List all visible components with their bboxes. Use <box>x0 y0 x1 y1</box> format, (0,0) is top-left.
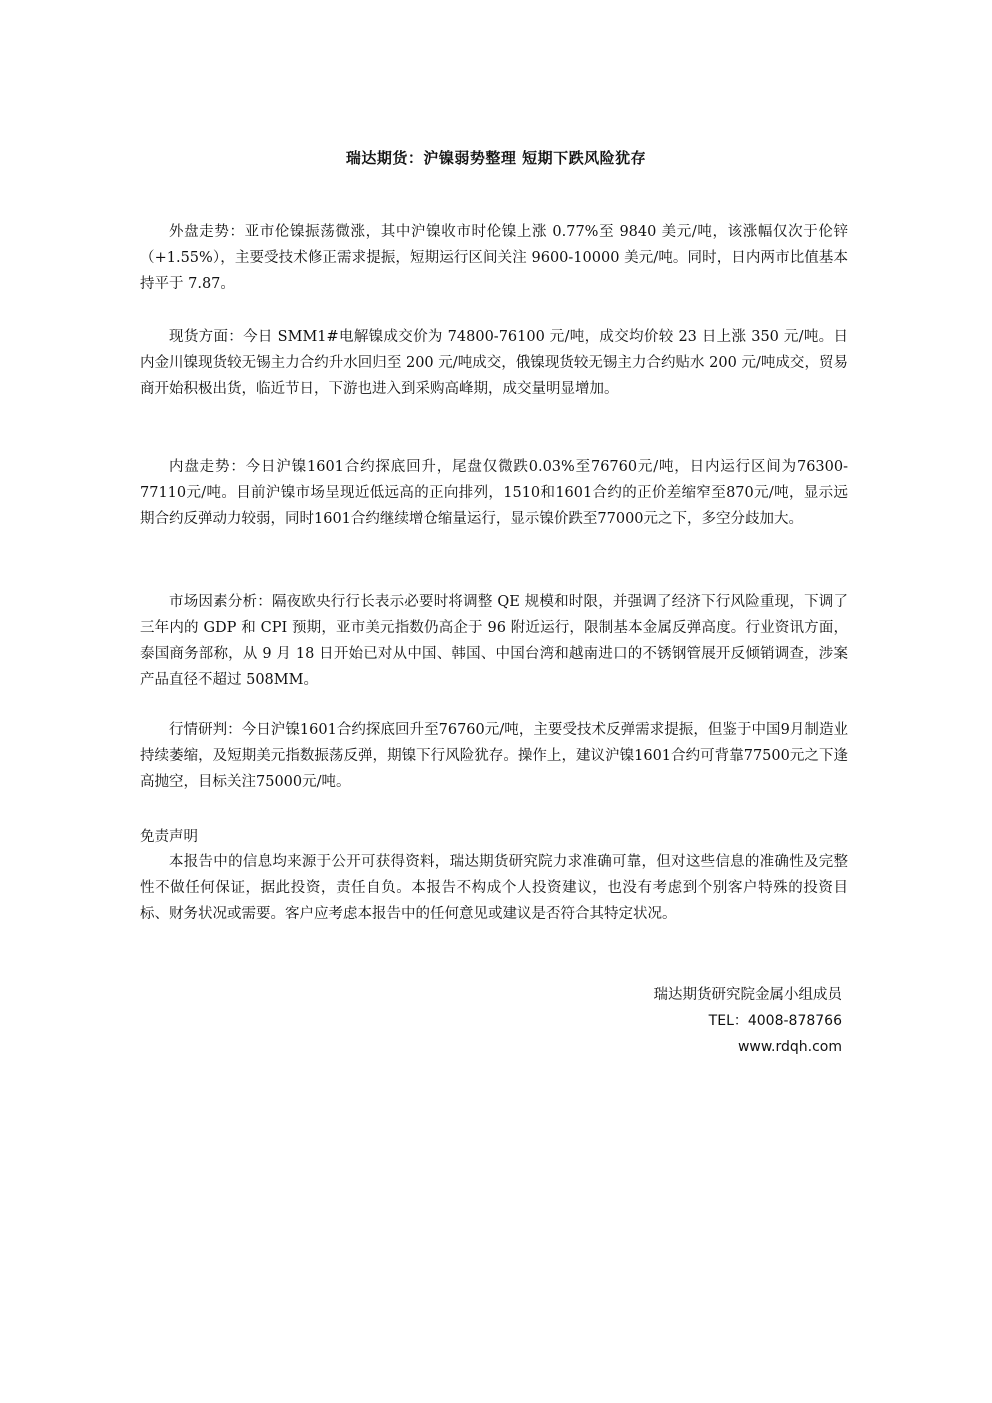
paragraph-overseas-market: 外盘走势：亚市伦镍振荡微涨，其中沪镍收市时伦镍上涨 0.77%至 9840 美元/吨，该涨幅仅次于伦锌（+1.55%），主要受技术修正需求提振，短期运行区间关注 9600-10000 美元/吨。同时，日内两市比值基本持平于 7.87。 <box>140 224 848 292</box>
paragraph-outlook: 行情研判：今日沪镍1601合约探底回升至76760元/吨，主要受技术反弹需求提振，但鉴于中国9月制造业持续萎缩，及短期美元指数振荡反弹，期镍下行风险犹存。操作上，建议沪镍1601合约可背靠77500元之下逢高抛空，目标关注75000元/吨。 <box>140 722 848 790</box>
signature-website: www.rdqh.com <box>737 1039 842 1055</box>
disclaimer-heading: 免责声明 <box>140 829 198 845</box>
disclaimer-text: 本报告中的信息均来源于公开可获得资料，瑞达期货研究院力求准确可靠，但对这些信息的准确性及完整性不做任何保证，据此投资，责任自负。本报告不构成个人投资建议，也没有考虑到个别客户特殊的投资目标、财务状况或需要。客户应考虑本报告中的任何意见或建议是否符合其特定状况。 <box>140 854 848 922</box>
document-title: 瑞达期货：沪镍弱势整理 短期下跌风险犹存 <box>345 149 647 167</box>
signature-team: 瑞达期货研究院金属小组成员 <box>653 987 842 1003</box>
signature-tel: TEL：4008-878766 <box>708 1013 842 1029</box>
paragraph-domestic-market: 内盘走势：今日沪镍1601合约探底回升，尾盘仅微跌0.03%至76760元/吨，日内运行区间为76300-77110元/吨。目前沪镍市场呈现近低远高的正向排列，1510和1601合约的正价差缩窄至870元/吨，显示远期合约反弹动力较弱，同时1601合约继续增仓缩量运行，显示镍价跌至77000元之下，多空分歧加大。 <box>140 459 848 527</box>
paragraph-market-factors: 市场因素分析：隔夜欧央行行长表示必要时将调整 QE 规模和时限，并强调了经济下行风险重现，下调了三年内的 GDP 和 CPI 预期，亚市美元指数仍高企于 96 附近运行，限制基本金属反弹高度。行业资讯方面，泰国商务部称，从 9 月 18 日开始已对从中国、韩国、中国台湾和越南进口的不锈钢管展开反倾销调查，涉案产品直径不超过 508MM。 <box>140 594 848 688</box>
paragraph-spot-market: 现货方面：今日 SMM1#电解镍成交价为 74800-76100 元/吨，成交均价较 23 日上涨 350 元/吨。日内金川镍现货较无锡主力合约升水回归至 200 元/吨成交，俄镍现货较无锡主力合约贴水 200 元/吨成交，贸易商开始积极出货，临近节日，下游也进入到采购高峰期，成交量明显增加。 <box>140 329 848 397</box>
